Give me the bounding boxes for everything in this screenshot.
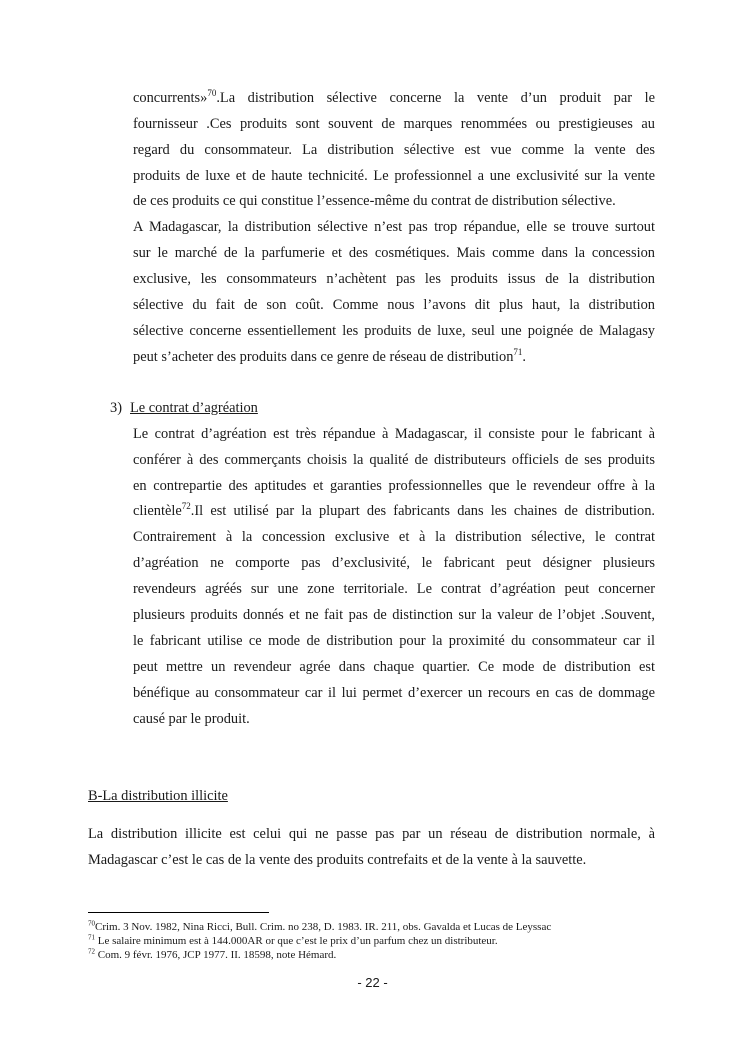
para2-text: peut s’acheter des produits dans ce genre de réseau de distribution [133,349,514,365]
para3-line10: peut mettre un revendeur agrée dans chaque quartier. Ce mode de distribution est [133,659,655,675]
footnote-ref-71[interactable]: 71 [513,347,523,358]
para3-line2: conférer à des commerçants choisis la qualité de distributeurs officiels de ses produits [133,452,655,468]
para2-line4: sélective du fait de son coût. Comme nous l’avons dit plus haut, la distribution [133,297,655,313]
para1-text: concurrents» [133,90,208,106]
para3-line11: bénéfique au consommateur car il lui permet d’exercer un recours en cas de dommage [133,685,655,701]
para1-line2: fournisseur .Ces produits sont souvent de marques renommées ou prestigieuses au [133,116,655,132]
footnote-text: Crim. 3 Nov. 1982, Nina Ricci, Bull. Crim. no 238, D. 1983. IR. 211, obs. Gavalda et Lucas de Leyssac [95,921,552,933]
para2-text: . [522,349,527,365]
section-heading-3 [110,399,258,417]
footnote-ref-72[interactable]: 72 [181,501,191,512]
para3-text: .Il est utilisé par la plupart des fabricants dans les chaines de distribution. [190,503,655,519]
section-b-line2: Madagascar c’est le cas de la vente des produits contrefaits et de la vente à la sauvette. [88,852,587,868]
section-b-heading: B-La distribution illicite [88,788,228,804]
footnote-71 [88,935,498,948]
para2-line5: sélective concerne essentiellement les produits de luxe, seul une poignée de Malagasy [133,323,655,339]
para3-line1: Le contrat d’agréation est très répandue à Madagascar, il consiste pour le fabricant à [133,426,655,442]
para3-text: clientèle [133,503,182,519]
para3-line8: plusieurs produits donnés et ne fait pas de distinction sur la valeur de l’objet .Souvent, [133,607,655,623]
para2-line1: A Madagascar, la distribution sélective n’est pas trop répandue, elle se trouve surtout [133,219,655,235]
para3-line7: revendeurs agréés sur une zone territoriale. Le contrat d’agréation peut concerner [133,581,655,597]
footnote-number: 72 [88,947,95,956]
para3-line5: Contrairement à la concession exclusive et à la distribution sélective, le contrat [133,529,655,545]
footnote-number: 70 [88,919,95,928]
para2-line2: sur le marché de la parfumerie et des cosmétiques. Mais comme dans la concession [133,245,655,261]
para1-line5: de ces produits ce qui constitue l’essence-même du contrat de distribution sélective. [133,193,616,209]
para2-line3: exclusive, les consommateurs n’achètent pas les produits issus de la distribution [133,271,655,287]
para3-line6: d’agréation ne comporte pas d’exclusivité, le fabricant peut désigner plusieurs [133,555,655,571]
footnote-70 [88,921,551,934]
para3-line9: le fabricant utilise ce mode de distribution pour la proximité du consommateur car il [133,633,655,649]
footnote-72 [88,949,336,962]
para1-line4: produits de luxe et de haute technicité. Le professionnel a une exclusivité sur la vente [133,168,655,184]
para1-line1 [133,89,655,107]
para1-text: .La distribution sélective concerne la vente d’un produit par le [216,90,655,106]
para3-line4 [133,502,655,520]
heading-title: Le contrat d’agréation [130,400,258,416]
footnote-number: 71 [88,933,95,942]
heading-number: 3) [110,400,122,416]
footnote-separator [88,912,269,913]
page-number: - 22 - [357,975,388,990]
section-b-line1: La distribution illicite est celui qui ne passe pas par un réseau de distribution normale, à [88,826,655,842]
footnote-text: Com. 9 févr. 1976, JCP 1977. II. 18598, note Hémard. [95,949,337,961]
para2-line6 [133,348,655,366]
para1-line3: regard du consommateur. La distribution sélective est vue comme la vente des [133,142,655,158]
footnote-text: Le salaire minimum est à 144.000AR or que c’est le prix d’un parfum chez un distributeur. [95,935,498,947]
footnote-ref-70[interactable]: 70 [207,88,217,99]
para3-line3: en contrepartie des aptitudes et garanties professionnelles que le revendeur offre à la [133,478,655,494]
para3-line12: causé par le produit. [133,711,250,727]
